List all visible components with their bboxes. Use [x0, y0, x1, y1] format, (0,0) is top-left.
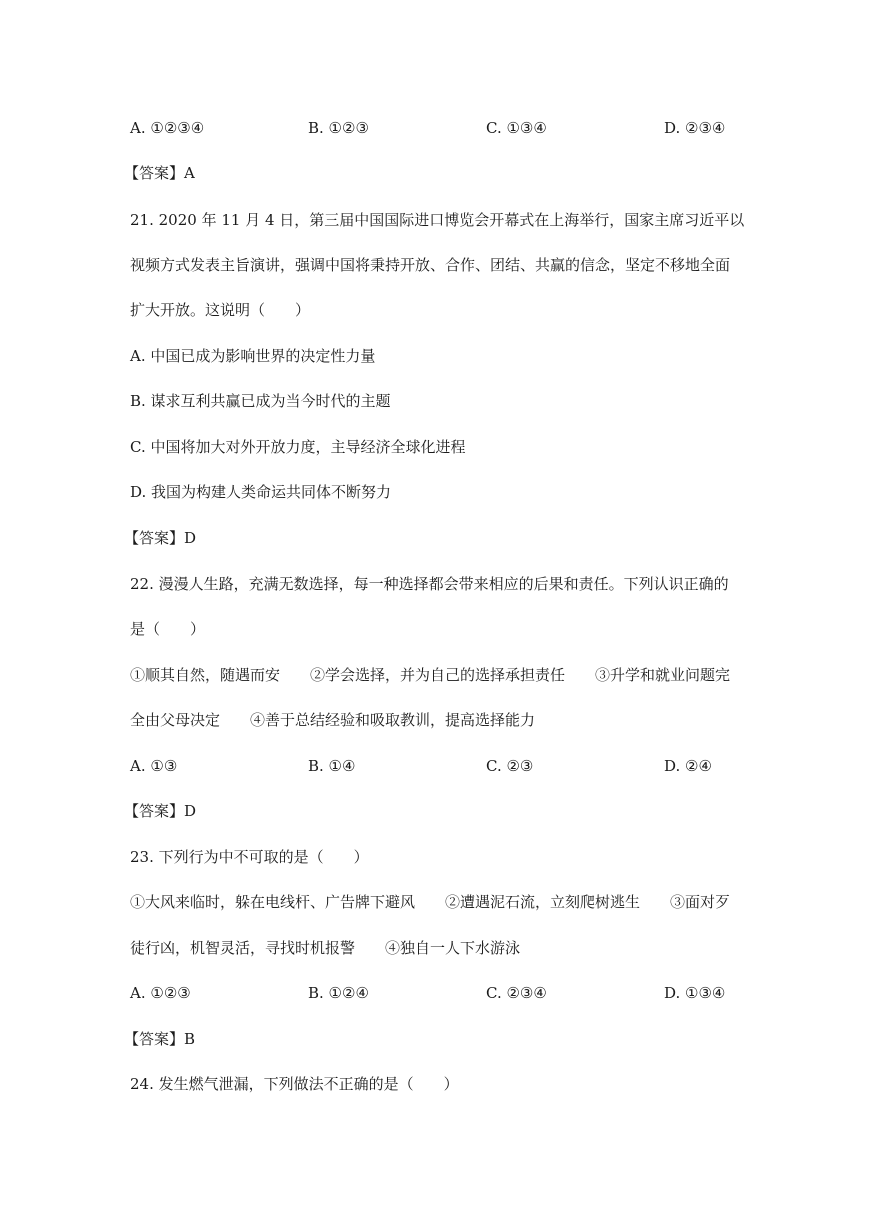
answer-21: 【答案】D: [124, 529, 197, 547]
question-statements-line: 全由父母决定 ④善于总结经验和吸取教训，提高选择能力: [130, 711, 536, 729]
question-text-line: 24. 发生燃气泄漏，下列做法不正确的是（ ）: [130, 1075, 459, 1093]
question-text-line: 21. 2020 年 11 月 4 日，第三届中国国际进口博览会开幕式在上海举行，国家主席习近平以: [130, 211, 745, 229]
option-a: A. ①②③④: [130, 119, 205, 137]
option-c: C. ②③: [486, 757, 534, 775]
option-c: C. ①③④: [486, 119, 547, 137]
question-statements-line: 徒行凶，机智灵活，寻找时机报警 ④独自一人下水游泳: [130, 939, 521, 957]
question-statements-line: ①大风来临时，躲在电线杆、广告牌下避风 ②遭遇泥石流，立刻爬树逃生 ③面对歹: [130, 893, 731, 911]
option-d: D. 我国为构建人类命运共同体不断努力: [130, 483, 392, 501]
option-d: D. ②④: [664, 757, 712, 775]
option-c: C. ②③④: [486, 984, 547, 1002]
option-b: B. 谋求互利共赢已成为当今时代的主题: [130, 392, 391, 410]
question-text-line: 是（ ）: [130, 620, 206, 638]
question-text-line: 22. 漫漫人生路，充满无数选择，每一种选择都会带来相应的后果和责任。下列认识正确的: [130, 575, 729, 593]
question-text-line: 23. 下列行为中不可取的是（ ）: [130, 848, 369, 866]
option-a: A. 中国已成为影响世界的决定性力量: [130, 347, 376, 365]
option-d: D. ①③④: [664, 984, 726, 1002]
question-text-line: 扩大开放。这说明（ ）: [130, 301, 311, 319]
option-c: C. 中国将加大对外开放力度，主导经济全球化进程: [130, 438, 466, 456]
option-b: B. ①②③: [308, 119, 369, 137]
option-a: A. ①②③: [130, 984, 191, 1002]
option-a: A. ①③: [130, 757, 178, 775]
question-text-line: 视频方式发表主旨演讲，强调中国将秉持开放、合作、团结、共赢的信念，坚定不移地全面: [130, 256, 731, 274]
option-b: B. ①②④: [308, 984, 369, 1002]
answer-prev: 【答案】A: [124, 164, 195, 182]
option-b: B. ①④: [308, 757, 356, 775]
answer-23: 【答案】B: [124, 1030, 196, 1048]
option-d: D. ②③④: [664, 119, 726, 137]
answer-22: 【答案】D: [124, 802, 197, 820]
question-statements-line: ①顺其自然，随遇而安 ②学会选择，并为自己的选择承担责任 ③升学和就业问题完: [130, 666, 731, 684]
